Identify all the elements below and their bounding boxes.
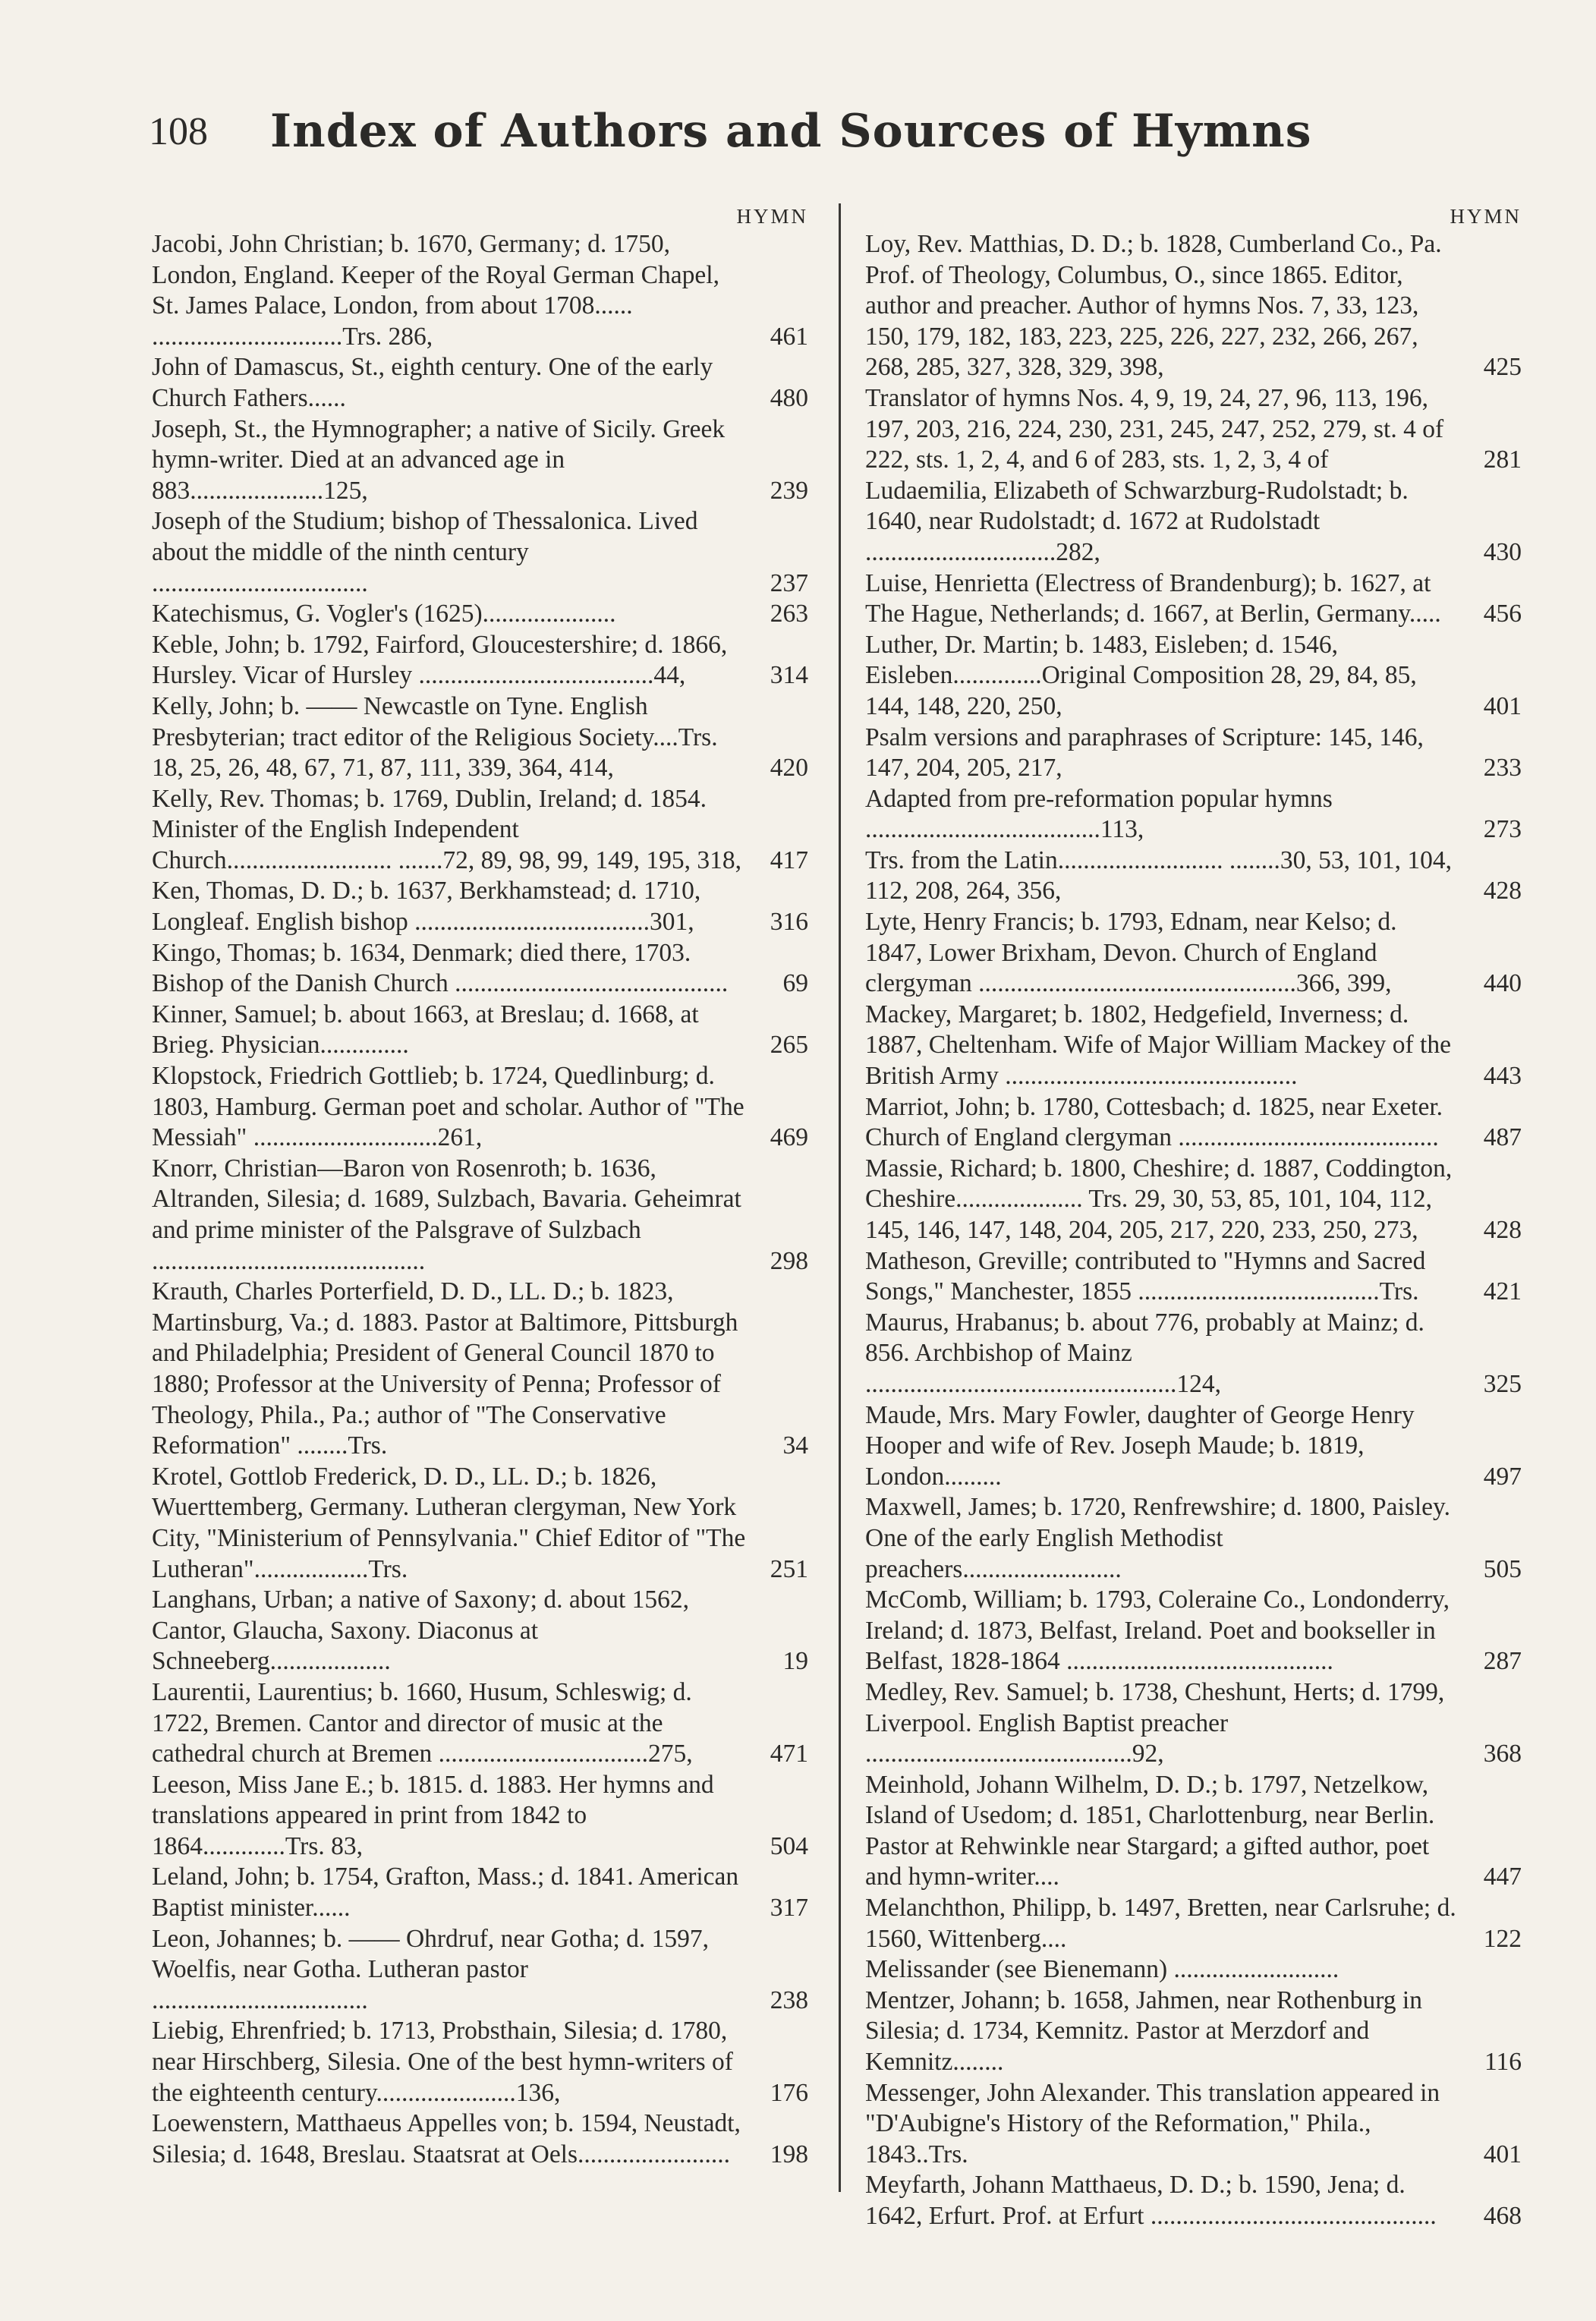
hymn-number: 504 (770, 1831, 808, 1860)
index-entry (152, 784, 808, 877)
hymn-number: 428 (1483, 1216, 1522, 1244)
index-entry (152, 352, 808, 414)
index-entry (152, 876, 808, 937)
index-entry (152, 229, 808, 352)
index-entry (152, 1677, 808, 1770)
index-entry (865, 1986, 1522, 2078)
right-column (865, 203, 1522, 2232)
entry-text: Trs. from the Latin.......................... ........30, 53, 101, 104, 112, 208, 264, 356, (865, 846, 1452, 905)
hymn-number: 34 (782, 1431, 808, 1460)
entry-text: Kelly, Rev. Thomas; b. 1769, Dublin, Ireland; d. 1854. Minister of the English Independent Church.......................... .......72, 89, 98, 99, 149, 195, 318, (152, 784, 741, 874)
hymn-number: 425 (1483, 353, 1522, 382)
index-entry (865, 846, 1522, 907)
index-entry (865, 229, 1522, 383)
hymn-number: 401 (1483, 691, 1522, 720)
hymn-number: 233 (1483, 754, 1522, 783)
hymn-number: 468 (1483, 2202, 1522, 2230)
hymn-number: 69 (782, 969, 808, 998)
index-entry (865, 1092, 1522, 1154)
hymn-number: 480 (770, 383, 808, 412)
hymn-column-heading: HYMN (736, 205, 808, 228)
entry-text: Joseph of the Studium; bishop of Thessalonica. Lived about the middle of the ninth century .................................. (152, 507, 698, 597)
entry-text: Loy, Rev. Matthias, D. D.; b. 1828, Cumberland Co., Pa. Prof. of Theology, Columbus, O., since 1865. Editor, author and preacher. Author of hymns Nos. 7, 33, 123, 150, 179, 182, 183, 223, 225, 226, 227, 232, 266, 267, 268, 285, 327, 328, 329, 398, (865, 230, 1442, 382)
entry-text: Langhans, Urban; a native of Saxony; d. about 1562, Cantor, Glaucha, Saxony. Diaconus at Schneeberg................... (152, 1586, 689, 1676)
index-entry (152, 2108, 808, 2170)
entry-text: Medley, Rev. Samuel; b. 1738, Cheshunt, Herts; d. 1799, Liverpool. English Baptist preacher ..........................................92, (865, 1677, 1445, 1768)
index-entry (865, 1492, 1522, 1585)
hymn-number: 456 (1483, 600, 1522, 628)
entry-text: Maude, Mrs. Mary Fowler, daughter of George Henry Hooper and wife of Rev. Joseph Maude; b. 1819, London......... (865, 1400, 1415, 1491)
entry-text: McComb, William; b. 1793, Coleraine Co., Londonderry, Ireland; d. 1873, Belfast, Ireland. Poet and bookseller in Belfast, 1828-1864 .......................................... (865, 1586, 1450, 1676)
page-number: 108 (149, 110, 208, 153)
index-entry (865, 723, 1522, 784)
index-entry (865, 2078, 1522, 2171)
entry-text: Jacobi, John Christian; b. 1670, Germany; d. 1750, London, England. Keeper of the Royal German Chapel, St. James Palace, London, from about 1708...... ..............................Trs. 286, (152, 230, 719, 351)
entry-text: Leeson, Miss Jane E.; b. 1815. d. 1883. Her hymns and translations appeared in print from 1842 to 1864.............Trs. 83, (152, 1770, 714, 1860)
entry-text: John of Damascus, St., eighth century. One of the early Church Fathers...... (152, 353, 713, 412)
entry-text: Laurentii, Laurentius; b. 1660, Husum, Schleswig; d. 1722, Bremen. Cantor and director of music at the cathedral church at Bremen .................................275, (152, 1677, 693, 1768)
left-column (152, 203, 808, 2170)
hymn-number: 420 (770, 754, 808, 783)
hymn-number: 430 (1483, 537, 1522, 566)
hymn-number: 497 (1483, 1462, 1522, 1491)
hymn-number: 401 (1483, 2140, 1522, 2168)
entry-text: Ludaemilia, Elizabeth of Schwarzburg-Rudolstadt; b. 1640, near Rudolstadt; d. 1672 at Rudolstadt ..............................282, (865, 476, 1409, 566)
index-entry (865, 1954, 1522, 1986)
hymn-number: 471 (770, 1740, 808, 1768)
entry-text: Mentzer, Johann; b. 1658, Jahmen, near Rothenburg in Silesia; d. 1734, Kemnitz. Pastor at Merzdorf and Kemnitz........ (865, 1986, 1422, 2077)
hymn-number: 368 (1483, 1740, 1522, 1768)
index-entry (152, 414, 808, 507)
index-entry (865, 1585, 1522, 1677)
index-entry (865, 476, 1522, 568)
entry-text: Maxwell, James; b. 1720, Renfrewshire; d. 1800, Paisley. One of the early English Methodist preachers......................... (865, 1493, 1450, 1583)
index-entry (152, 1061, 808, 1154)
entry-text: Lyte, Henry Francis; b. 1793, Ednam, near Kelso; d. 1847, Lower Brixham, Devon. Church of England clergyman ..................................................366, 399, (865, 908, 1397, 998)
hymn-number: 317 (770, 1894, 808, 1923)
page-title: Index of Authors and Sources of Hymns (270, 105, 1312, 158)
entry-text: Melanchthon, Philipp, b. 1497, Bretten, near Carlsruhe; d. 1560, Wittenberg.... (865, 1894, 1456, 1953)
index-entry (865, 383, 1522, 476)
hymn-number: 122 (1483, 1924, 1522, 1953)
hymn-number: 287 (1483, 1647, 1522, 1676)
hymn-number: 251 (770, 1554, 808, 1583)
entry-text: Krotel, Gottlob Frederick, D. D., LL. D.; b. 1826, Wuerttemberg, Germany. Lutheran clergyman, New York City, "Ministerium of Pennsylvania." Chief Editor of "The Lutheran"..................Trs. (152, 1462, 746, 1583)
column-divider (839, 203, 841, 2192)
entry-text: Katechismus, G. Vogler's (1625)..................... (152, 600, 616, 628)
hymn-column-heading: HYMN (1450, 205, 1522, 228)
index-entry (865, 1308, 1522, 1400)
index-entry (865, 1893, 1522, 1954)
entry-text: Ken, Thomas, D. D.; b. 1637, Berkhamstead; d. 1710, Longleaf. English bishop .....................................301, (152, 877, 701, 937)
entry-text: Knorr, Christian—Baron von Rosenroth; b. 1636, Altranden, Silesia; d. 1689, Sulzbach, Bavaria. Geheimrat and prime minister of the Palsgrave of Sulzbach ........................................... (152, 1154, 741, 1275)
entry-text: Matheson, Greville; contributed to "Hymns and Sacred Songs," Manchester, 1855 ......................................Trs. (865, 1246, 1426, 1306)
entry-text: Leon, Johannes; b. —— Ohrdruf, near Gotha; d. 1597, Woelfis, near Gotha. Lutheran pastor .................................. (152, 1924, 710, 2014)
hymn-number: 461 (770, 322, 808, 351)
entry-text: Melissander (see Bienemann) .......................... (865, 1955, 1339, 1984)
hymn-number: 421 (1483, 1277, 1522, 1306)
entry-text: Luther, Dr. Martin; b. 1483, Eisleben; d. 1546, Eisleben..............Original Composition 28, 29, 84, 85, 144, 148, 220, 250, (865, 630, 1417, 720)
entry-text: Mackey, Margaret; b. 1802, Hedgefield, Inverness; d. 1887, Cheltenham. Wife of Major William Mackey of the British Army .............................................. (865, 1000, 1451, 1091)
index-entry (865, 1677, 1522, 1770)
entry-text: Maurus, Hrabanus; b. about 776, probably at Mainz; d. 856. Archbishop of Mainz .................................................124, (865, 1308, 1424, 1398)
hymn-number: 237 (770, 568, 808, 597)
entry-text: Meinhold, Johann Wilhelm, D. D.; b. 1797, Netzelkow, Island of Usedom; d. 1851, Charlottenburg, near Berlin. Pastor at Rehwinkle near Stargard; a gifted author, poet and hymn-writer.... (865, 1770, 1435, 1891)
index-entry (865, 1154, 1522, 1246)
index-entry (152, 691, 808, 784)
hymn-number: 239 (770, 476, 808, 505)
hymn-number: 238 (770, 1986, 808, 2014)
entry-text: Krauth, Charles Porterfield, D. D., LL. D.; b. 1823, Martinsburg, Va.; d. 1883. Pastor at Baltimore, Pittsburgh and Philadelphia; President of General Council 1870 to 1880; Professor at the University of Penna; Professor of Theology, Phila., Pa.; author of "The Conservative Reformation" ........Trs. (152, 1277, 738, 1460)
entry-text: Massie, Richard; b. 1800, Cheshire; d. 1887, Coddington, Cheshire.................... Trs. 29, 30, 53, 85, 101, 104, 112, 145, 146, 147, 148, 204, 205, 217, 220, 233, 250, 273, (865, 1154, 1453, 1244)
entry-text: Messenger, John Alexander. This translation appeared in "D'Aubigne's History of the Reformation," Phila., 1843..Trs. (865, 2078, 1440, 2168)
hymn-number: 469 (770, 1123, 808, 1152)
entry-text: Kingo, Thomas; b. 1634, Denmark; died there, 1703. Bishop of the Danish Church ........................................... (152, 938, 729, 998)
hymn-number: 176 (770, 2078, 808, 2107)
index-entry (152, 1770, 808, 1863)
index-entry (152, 599, 808, 630)
hymn-number: 440 (1483, 969, 1522, 998)
entry-text: Kinner, Samuel; b. about 1663, at Breslau; d. 1668, at Brieg. Physician.............. (152, 1000, 699, 1060)
hymn-number: 116 (1484, 2048, 1522, 2077)
hymn-number: 265 (770, 1031, 808, 1060)
index-entry (152, 630, 808, 691)
hymn-number: 281 (1483, 446, 1522, 474)
entry-text: Keble, John; b. 1792, Fairford, Gloucestershire; d. 1866, Hursley. Vicar of Hursley .....................................44, (152, 630, 728, 690)
hymn-number: 325 (1483, 1369, 1522, 1398)
hymn-number: 443 (1483, 1062, 1522, 1091)
entry-text: Joseph, St., the Hymnographer; a native of Sicily. Greek hymn-writer. Died at an advanced age in 883.....................125, (152, 414, 726, 505)
index-entry (152, 1462, 808, 1585)
index-entry (865, 1000, 1522, 1092)
index-entry (152, 1000, 808, 1061)
entry-text: Translator of hymns Nos. 4, 9, 19, 24, 27, 96, 113, 196, 197, 203, 216, 224, 230, 231, 245, 247, 252, 279, st. 4 of 222, sts. 1, 2, 4, and 6 of 283, sts. 1, 2, 3, 4 of (865, 383, 1444, 474)
page-header (149, 105, 1484, 173)
entry-text: Kelly, John; b. —— Newcastle on Tyne. English Presbyterian; tract editor of the Religious Society....Trs. 18, 25, 26, 48, 67, 71, 87, 111, 339, 364, 414, (152, 691, 718, 783)
index-entry (152, 506, 808, 599)
index-entry (865, 1770, 1522, 1893)
index-entry (865, 784, 1522, 846)
hymn-number: 316 (770, 908, 808, 937)
index-entry (865, 568, 1522, 630)
hymn-number: 417 (770, 846, 808, 874)
index-entry (152, 1924, 808, 2017)
entry-text: Meyfarth, Johann Matthaeus, D. D.; b. 1590, Jena; d. 1642, Erfurt. Prof. at Erfurt ............................................. (865, 2171, 1437, 2230)
hymn-number: 447 (1483, 1863, 1522, 1891)
index-entry (865, 1246, 1522, 1308)
entry-text: Liebig, Ehrenfried; b. 1713, Probsthain, Silesia; d. 1780, near Hirschberg, Silesia. One of the best hymn-writers of the eighteenth century......................136, (152, 2017, 733, 2107)
index-entry (152, 1154, 808, 1277)
hymn-number: 198 (770, 2140, 808, 2168)
entry-text: Loewenstern, Matthaeus Appelles von; b. 1594, Neustadt, Silesia; d. 1648, Breslau. Staatsrat at Oels........................ (152, 2109, 741, 2168)
index-entry (152, 1277, 808, 1462)
index-entry (152, 1862, 808, 1923)
hymn-number: 298 (770, 1246, 808, 1275)
index-entry (865, 1400, 1522, 1493)
index-entry (865, 630, 1522, 723)
hymn-number: 263 (770, 600, 808, 628)
index-entry (152, 1585, 808, 1677)
index-entry (152, 2016, 808, 2108)
entry-text: Klopstock, Friedrich Gottlieb; b. 1724, Quedlinburg; d. 1803, Hamburg. German poet and scholar. Author of "The Messiah" .............................261, (152, 1062, 744, 1152)
entry-text: Luise, Henrietta (Electress of Brandenburg); b. 1627, at The Hague, Netherlands; d. 1667, at Berlin, Germany..... (865, 568, 1441, 628)
entry-text: Leland, John; b. 1754, Grafton, Mass.; d. 1841. American Baptist minister...... (152, 1863, 739, 1923)
index-entry (865, 2170, 1522, 2231)
hymn-number: 428 (1483, 877, 1522, 905)
hymn-number: 505 (1483, 1554, 1522, 1583)
index-entry (152, 938, 808, 1000)
entry-text: Psalm versions and paraphrases of Scripture: 145, 146, 147, 204, 205, 217, (865, 723, 1424, 783)
entry-text: Adapted from pre-reformation popular hymns .....................................113, (865, 784, 1333, 844)
hymn-number: 273 (1483, 815, 1522, 844)
hymn-number: 314 (770, 661, 808, 690)
index-entry (865, 907, 1522, 1000)
hymn-number: 487 (1483, 1123, 1522, 1152)
entry-text: Marriot, John; b. 1780, Cottesbach; d. 1825, near Exeter. Church of England clergyman ......................................... (865, 1092, 1443, 1152)
hymn-number: 19 (782, 1647, 808, 1676)
